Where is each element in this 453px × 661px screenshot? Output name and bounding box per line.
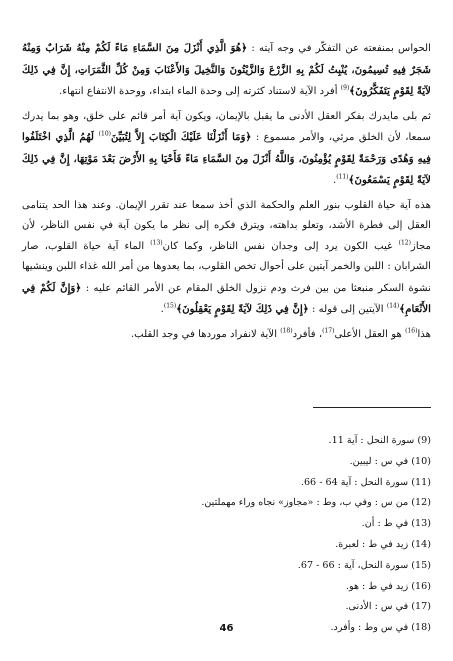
paragraph xyxy=(22,196,431,321)
text-run: هذا xyxy=(417,328,431,340)
footnote-marker: (15) xyxy=(163,302,177,310)
text-run: الحواس بمنفعته عن التفكّر في وجه آيته : xyxy=(247,43,431,54)
footnote: (17) في س : الأدنى. xyxy=(345,601,431,613)
text-run: . xyxy=(332,175,337,186)
text-run: الماء آية حياة القلوب، صار الشرابان : اللبن والخمر آيتين على أحوال تخص القلوب، بما يعدوها من أمر الله غذاء اللبن وينشيها نشوة السكر منبعثا من بين فرث ودم نزول الخلق المقام عن الأمر القائم عليه : xyxy=(22,240,431,294)
text-run: الآية لانفراد موردها في وجد القلب. xyxy=(130,328,281,340)
paragraph xyxy=(22,107,431,192)
footnote: (10) في س : ليبين. xyxy=(349,455,431,467)
quran-verse: ﴿وَإِنَّ لَكُمْ فِي الأَنْعَامِ﴾ xyxy=(22,281,431,315)
quran-verse: لَهُمُ الَّذِي اخْتَلَفُوا فِيهِ وَهُدًى وَرَحْمَةً لِقَوْمٍ يُؤْمِنُونَ، وَاللَّهُ أَنْزَلَ مِنَ السَّمَاءِ مَاءً فَأَحْيَا بِهِ الأَرْضَ بَعْدَ مَوْتِهَا، إِنَّ فِي ذَلِكَ لآيَةً لِقَوْمٍ يَسْمَعُونَ﴾ xyxy=(22,131,431,186)
footnote-marker: (14) xyxy=(386,302,400,310)
footnote: (12) من س : وفي ب، وط : «مجاوز» نجاه وراء مهملتين. xyxy=(201,497,431,509)
body-text xyxy=(22,38,431,349)
footnote: (14) زيد في ط : لعبرة. xyxy=(335,538,431,550)
text-run: غيب الكون يرد إلى وجدان نفس الناظر، وكما كان xyxy=(162,240,399,252)
footnote: (13) في ط : أن. xyxy=(361,518,431,530)
quran-verse: ﴿وَمَا أَنْزَلْنَا عَلَيْكَ الْكِتَابَ إِلاَّ لِتُبَيِّنَ xyxy=(111,131,252,143)
quran-verse: ﴿إِنَّ فِي ذَلِكَ لآيَةً لِقَوْمٍ يَعْقِلُونَ﴾ xyxy=(176,303,309,315)
footnote-marker: (12) xyxy=(398,239,411,247)
footnote: (9) سورة النحل : آية 11. xyxy=(328,435,431,446)
footnote-marker: (17) xyxy=(322,327,335,335)
footnote-marker: (13) xyxy=(150,239,163,247)
text-run: هو العقل الأعلى xyxy=(334,328,406,340)
footnote-marker: (11) xyxy=(336,173,349,181)
paragraph xyxy=(22,38,431,103)
quran-verse: ﴿هُوَ الَّذِي أَنْزَلَ مِنَ السَّمَاءِ مَاءً لَكُمْ مِنْهُ شَرَابٌ وَمِنْهُ شَجَرٌ فِيهِ تُسِيمُونَ، يُنْبِتُ لَكُمْ بِهِ الزَّرْعَ وَالزَّيْتُونَ وَالنَّخِيلَ وَالأَعْنَابَ وَمِنْ كُلِّ الثَّمَرَاتِ، إِنَّ فِي ذَلِكَ لآيَةً لِقَوْمٍ يَتَفَكَّرُونَ﴾ xyxy=(22,42,431,97)
text-run: الآيتين إلى قوله : xyxy=(308,304,387,315)
page-number: 46 xyxy=(219,623,234,634)
paragraph xyxy=(22,325,431,346)
footnote-marker: (16) xyxy=(405,327,418,335)
footnote: (11) سورة النحل : آية 64 - 66. xyxy=(300,476,431,488)
text-run: هذه آية حياة القلوب بنور العلم والحكمة الذي أخذ سمعا عند تقرر الإيمان. وعند هذا الحد يتنامى العقل إلى فطرة الأشد، وتعلو بداهته، ويترق فكره إلى نظر ما يكون آية في نفس الناظر، لأن مجاز xyxy=(22,199,431,252)
footnote-divider xyxy=(313,407,431,408)
footnote: (18) في س وط : وأفرد. xyxy=(330,622,431,634)
footnote: (15) سورة النحل، آية : 66 - 67. xyxy=(297,559,431,571)
text-run: ، فأفرد xyxy=(292,328,323,340)
footnote-marker: (9) xyxy=(340,84,350,92)
text-run: ثم بلى مايدرك بفكر العقل الأدنى ما يقبل بالإيمان، ويكون آية أمر قائم على خلق، وهو بما يدرك سمعا، لأن الخلق مرئي، والأمر مسموع : xyxy=(22,110,431,143)
footnotes-list xyxy=(120,431,431,639)
text-run: . xyxy=(160,304,164,315)
footnote-marker: (10) xyxy=(98,130,111,138)
footnote-marker: (18) xyxy=(280,327,293,335)
text-run: أفرد الآية لاستناد كثرته إلى وحدة الماء ابتداء، ووحدة الانتفاع انتهاء. xyxy=(59,86,341,97)
footnote: (16) زيد في ط : هو. xyxy=(345,580,431,592)
